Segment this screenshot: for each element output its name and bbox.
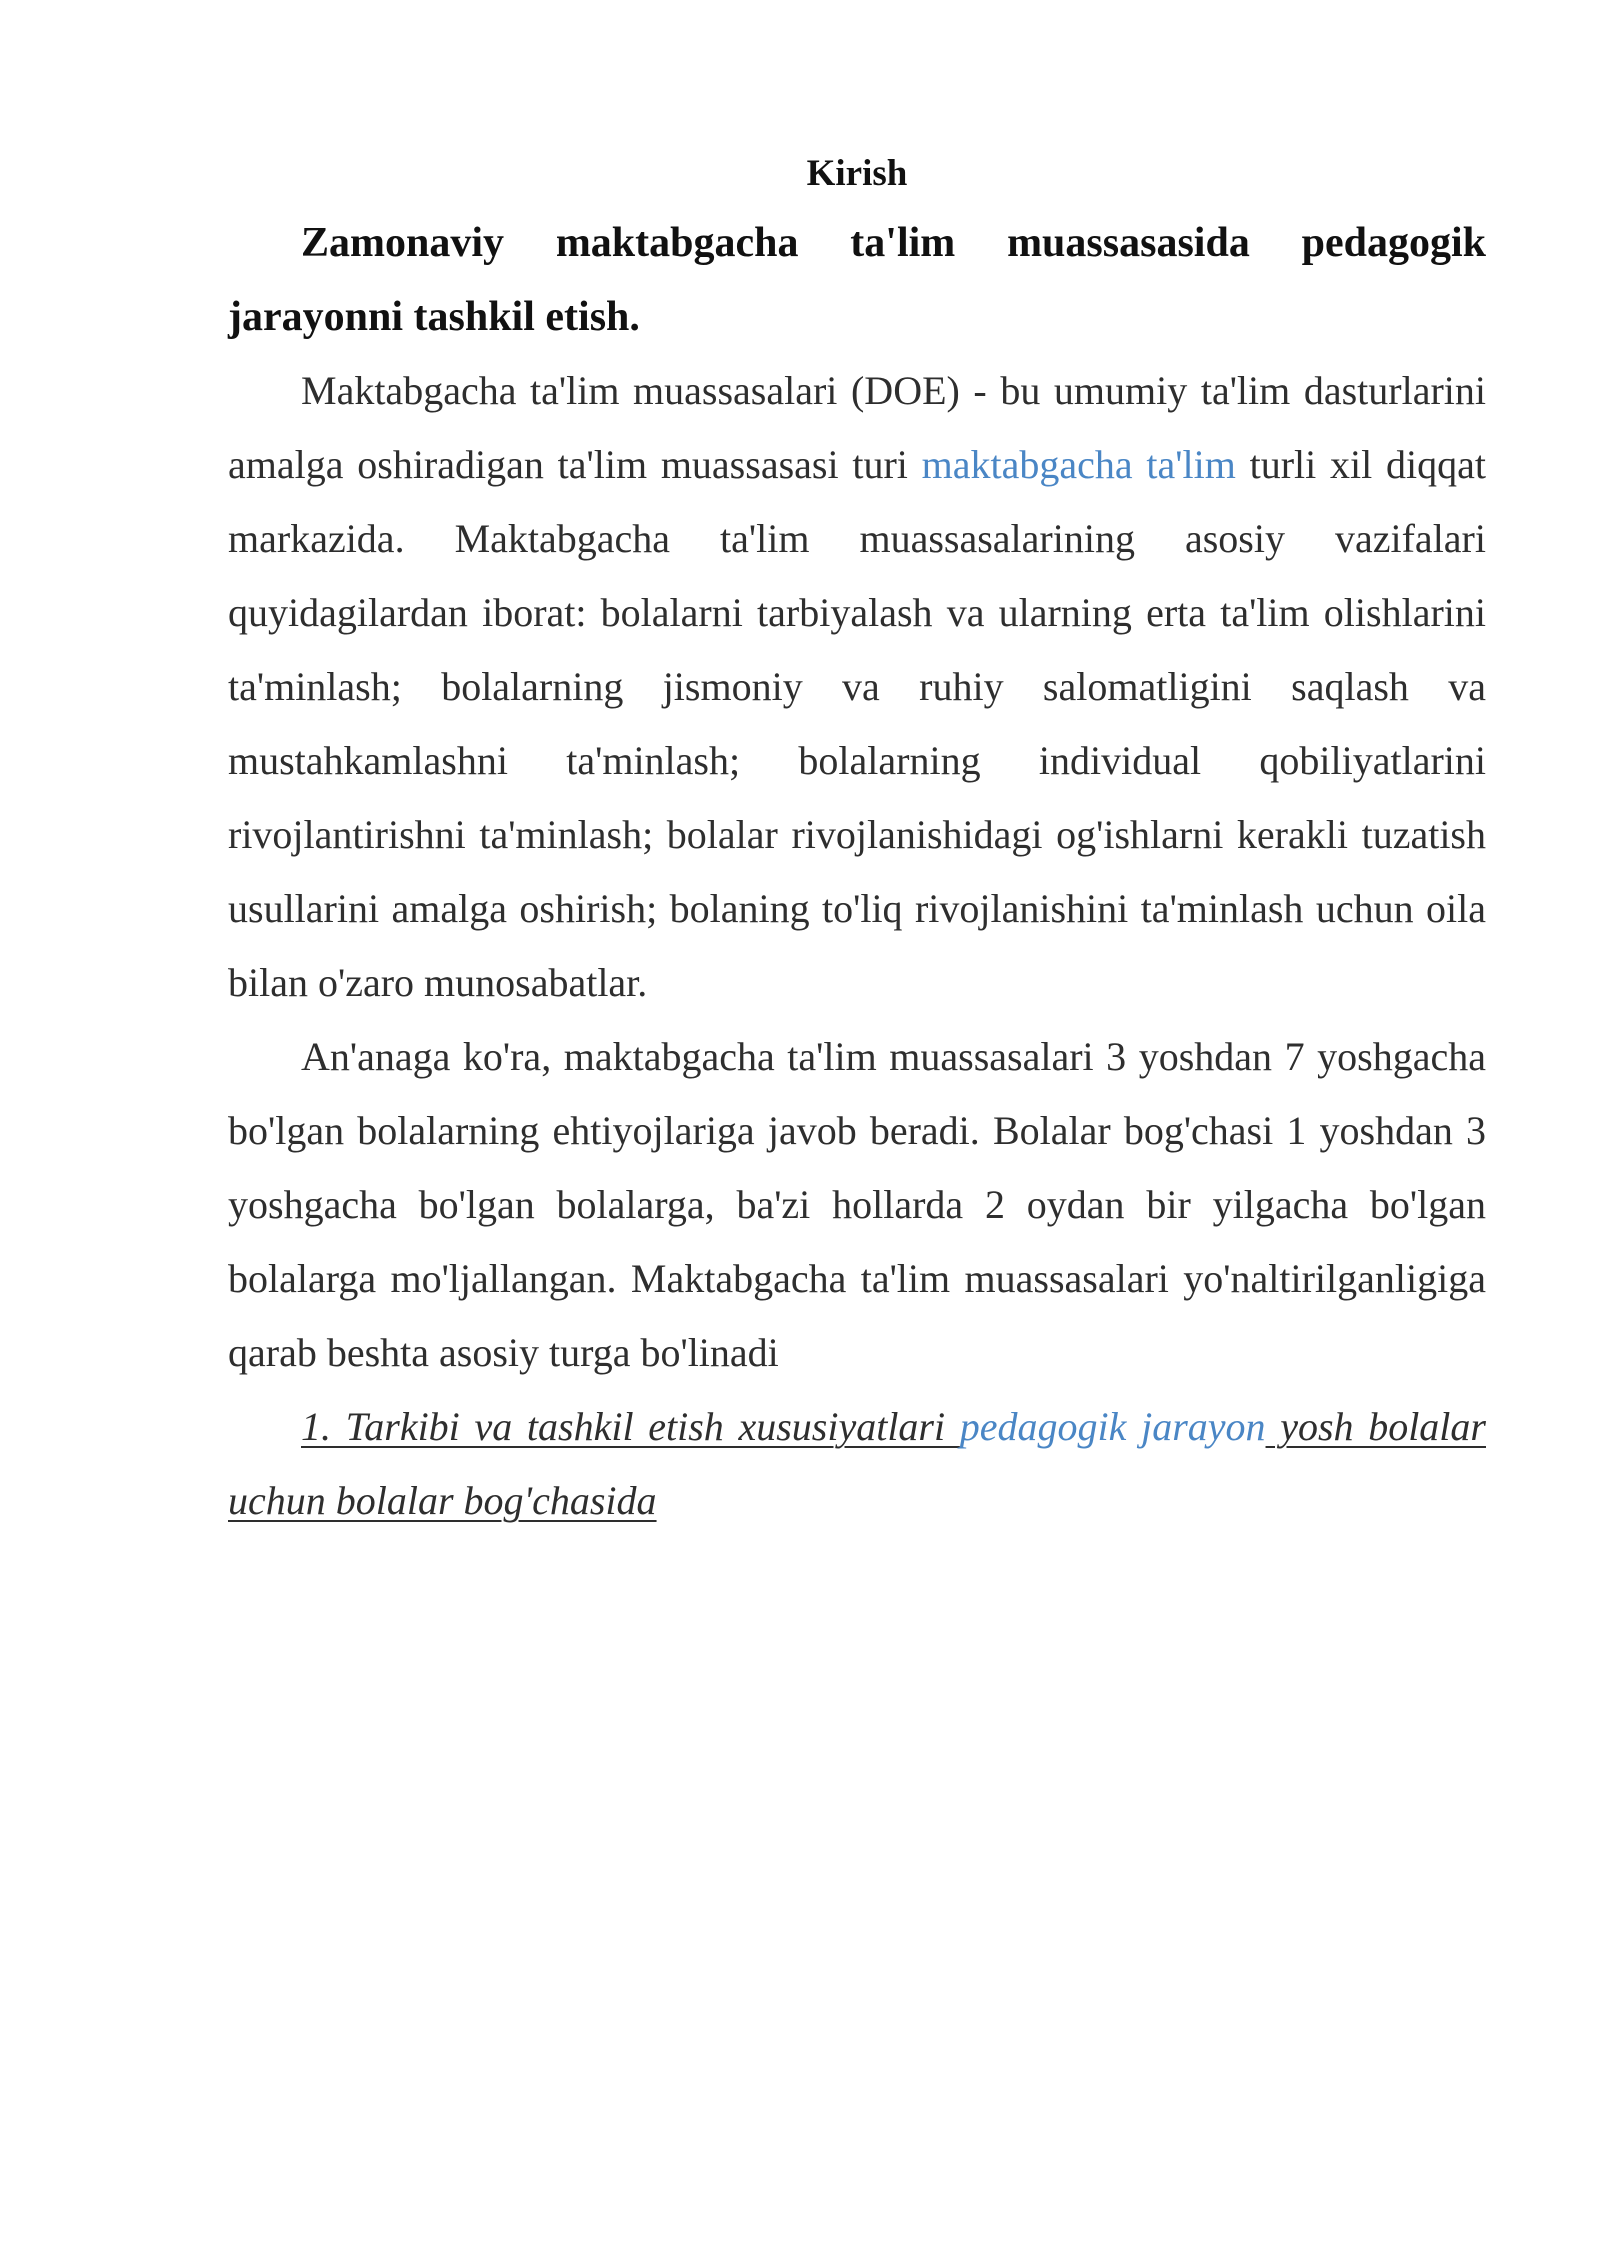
- maktabgacha-talim-link[interactable]: maktabgacha ta'lim: [921, 442, 1236, 487]
- section-heading: Kirish: [806, 153, 908, 194]
- section-1-heading: [228, 1390, 1486, 1538]
- paragraph-intro-text-end: turli xil diqqat markazida. Maktabgacha ta'lim muassasalarining asosiy vazifalari quyidagilardan iborat: bolalarni tarbiyalash va ularning erta ta'lim olishlarini ta'minlash; bolalarning jismoniy va ruhiy salomatligini saqlash va mustahkamlashni ta'minlash; bolalarning individual qobiliyatlarini rivojlantirishni ta'minlash; bolalar rivojlanishidagi og'ishlarni kerakli tuzatish usullarini amalga oshirish; bolaning to'liq rivojlanishini ta'minlash uchun oila bilan o'zaro munosabatlar.: [228, 442, 1487, 1005]
- section-1-text-start: 1. Tarkibi va tashkil etish xususiyatlari: [301, 1404, 960, 1449]
- paragraph-intro: [228, 354, 1486, 1020]
- document-page: [228, 148, 1486, 1538]
- paragraph-intro-text-start: Maktabgacha ta'lim muassasalari (DOE) - bu umumiy ta'lim dasturlarini amalga oshiradigan ta'lim muassasasi turi: [228, 368, 1486, 487]
- document-title: Zamonaviy maktabgacha ta'lim muassasasida pedagogik jarayonni tashkil etish.: [228, 220, 1486, 340]
- pedagogik-jarayon-link[interactable]: pedagogik jarayon: [959, 1404, 1266, 1449]
- section-1-text-end: yosh bolalar uchun bolalar bog'chasida: [228, 1404, 1486, 1523]
- paragraph-age-groups: An'anaga ko'ra, maktabgacha ta'lim muassasalari 3 yoshdan 7 yoshgacha bo'lgan bolalarning ehtiyojlariga javob beradi. Bolalar bog'chasi 1 yoshdan 3 yoshgacha bo'lgan bolalarga, ba'zi hollarda 2 oydan bir yilgacha bo'lgan bolalarga mo'ljallangan. Maktabgacha ta'lim muassasalari yo'naltirilganligiga qarab beshta asosiy turga bo'linadi: [228, 1034, 1486, 1375]
